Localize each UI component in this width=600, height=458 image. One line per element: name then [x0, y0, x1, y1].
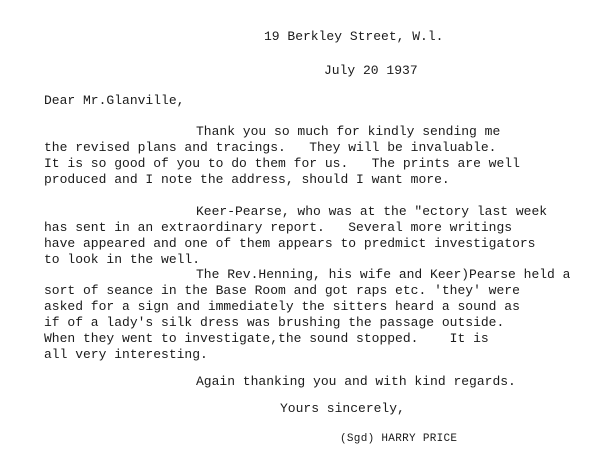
- paragraph-1-line-1: Thank you so much for kindly sending me: [196, 124, 501, 139]
- paragraph-2-line-2: has sent in an extraordinary report. Several more writings: [44, 220, 513, 235]
- paragraph-3-line-2: sort of seance in the Base Room and got raps etc. 'they' were: [44, 283, 520, 298]
- sender-address: 19 Berkley Street, W.l.: [264, 29, 444, 44]
- signature: (Sgd) HARRY PRICE: [340, 433, 458, 445]
- valediction: Yours sincerely,: [280, 401, 405, 416]
- paragraph-2-line-4: to look in the well.: [44, 252, 201, 267]
- salutation: Dear Mr.Glanville,: [44, 93, 185, 108]
- paragraph-3-line-3: asked for a sign and immediately the sitters heard a sound as: [44, 299, 520, 314]
- paragraph-1-line-3: It is so good of you to do them for us. The prints are well: [44, 156, 520, 171]
- paragraph-2-line-1: Keer-Pearse, who was at the "ectory last week: [196, 204, 548, 219]
- paragraph-1-line-4: produced and I note the address, should I want more.: [44, 172, 450, 187]
- closing-line: Again thanking you and with kind regards.: [196, 374, 516, 389]
- paragraph-1-line-2: the revised plans and tracings. They will be invaluable.: [44, 140, 497, 155]
- letter-date: July 20 1937: [324, 63, 418, 78]
- paragraph-3-line-5: When they went to investigate,the sound stopped. It is: [44, 331, 489, 346]
- paragraph-3-line-1: The Rev.Henning, his wife and Keer)Pearse held a: [196, 267, 571, 282]
- paragraph-2-line-3: have appeared and one of them appears to predmict investigators: [44, 236, 536, 251]
- paragraph-3-line-6: all very interesting.: [44, 347, 208, 362]
- paragraph-3-line-4: if of a lady's silk dress was brushing the passage outside.: [44, 315, 505, 330]
